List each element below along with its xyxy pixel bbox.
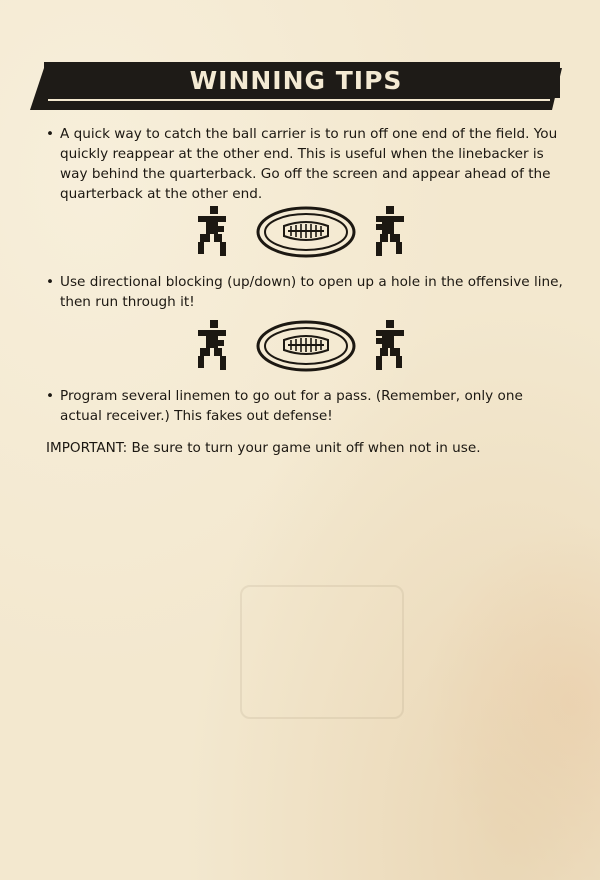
bullet: • <box>46 274 55 290</box>
tip-1 <box>46 124 566 204</box>
bullet: • <box>46 388 55 404</box>
tip-text: Use directional blocking (up/down) to open up a hole in the offensive line, then run through it! <box>60 274 563 310</box>
important-note <box>46 438 566 458</box>
running-player-icon <box>196 206 226 256</box>
running-player-icon <box>376 206 404 256</box>
bleed-through-shape <box>240 585 404 719</box>
football-icon <box>258 322 354 370</box>
tip-text: A quick way to catch the ball carrier is to run off one end of the field. You quickly reappear at the other end. This is useful when the linebacker is way behind the quarterback. Go off the screen and appear ahead of the quarterback at the other end. <box>60 126 558 202</box>
banner-title: WINNING TIPS <box>189 66 403 95</box>
important-text: IMPORTANT: Be sure to turn your game unit off when not in use. <box>46 440 481 456</box>
section-banner <box>30 60 562 110</box>
running-player-icon <box>198 320 226 370</box>
football-illustration-2 <box>196 318 416 378</box>
running-player-icon <box>376 320 404 370</box>
tip-3 <box>46 386 566 426</box>
football-icon <box>258 208 354 256</box>
tip-text: Program several linemen to go out for a pass. (Remember, only one actual receiver.) This fakes out defense! <box>60 388 523 424</box>
football-illustration-1 <box>196 204 416 264</box>
tip-2 <box>46 272 566 312</box>
bullet: • <box>46 126 55 142</box>
